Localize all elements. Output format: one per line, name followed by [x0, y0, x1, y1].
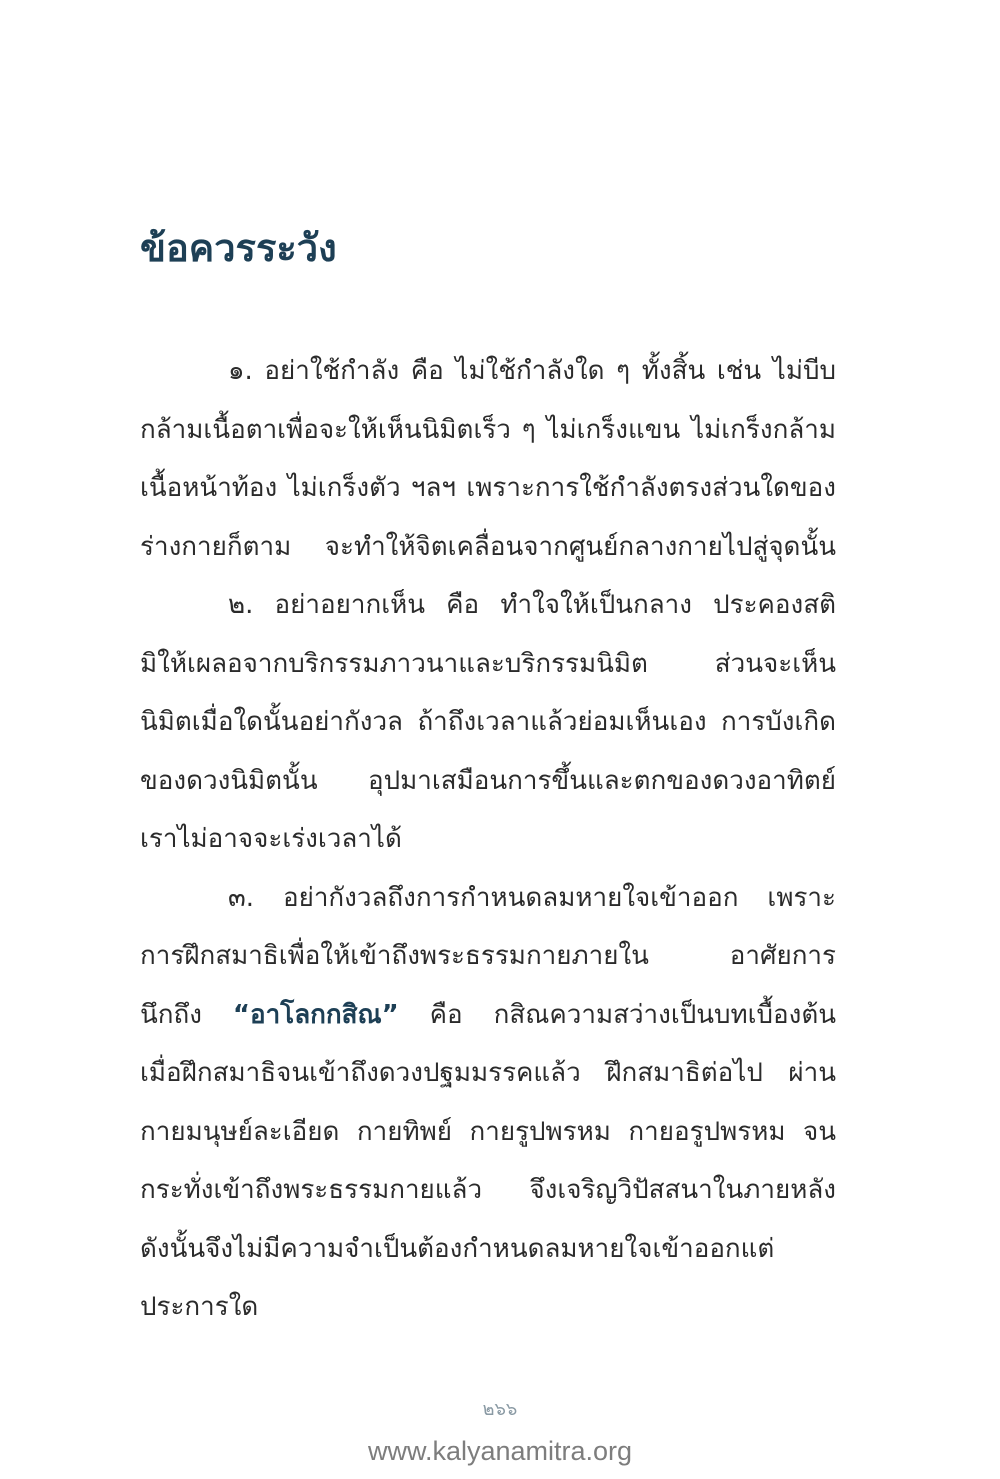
- text-line: ๑. อย่าใช้กำลัง คือ ไม่ใช้กำลังใด ๆ ทั้งสิ้น เช่น ไม่บีบ: [228, 356, 836, 386]
- text-line: นิมิตเมื่อใดนั้นอย่ากังวล ถ้าถึงเวลาแล้วย่อมเห็นเอง การบังเกิด: [140, 707, 836, 737]
- text-segment: คือ กสิณความสว่างเป็นบทเบื้องต้น: [429, 999, 836, 1030]
- highlighted-term: “อาโลกกสิณ”: [232, 999, 399, 1030]
- text-line: ร่างกายก็ตาม จะทำให้จิตเคลื่อนจากศูนย์กลางกายไปสู่จุดนั้น: [140, 531, 836, 562]
- text-line: มิให้เผลอจากบริกรรมภาวนาและบริกรรมนิมิต ส่วนจะเห็น: [140, 648, 836, 679]
- text-line: ๓. อย่ากังวลถึงการกำหนดลมหายใจเข้าออก เพราะ: [228, 882, 836, 913]
- body-text: [140, 342, 836, 1337]
- text-line: เนื้อหน้าท้อง ไม่เกร็งตัว ฯลฯ เพราะการใช้กำลังตรงส่วนใดของ: [140, 473, 836, 503]
- paragraph-3: [140, 869, 836, 1337]
- text-line: การฝึกสมาธิเพื่อให้เข้าถึงพระธรรมกายภายใน อาศัยการ: [140, 941, 836, 971]
- text-line: กายมนุษย์ละเอียด กายทิพย์ กายรูปพรหม กายอรูปพรหม จน: [140, 1116, 836, 1147]
- text-line: เราไม่อาจจะเร่งเวลาได้: [140, 824, 402, 854]
- text-line: เมื่อฝึกสมาธิจนเข้าถึงดวงปฐมมรรคแล้ว ฝึกสมาธิต่อไป ผ่าน: [140, 1058, 836, 1088]
- paragraph-1: [140, 342, 836, 576]
- paragraph-2: [140, 576, 836, 869]
- page-number: ๒๖๖: [482, 1399, 518, 1420]
- text-line: ๒. อย่าอยากเห็น คือ ทำใจให้เป็นกลาง ประคองสติ: [228, 590, 836, 620]
- text-line: ประการใด: [140, 1292, 259, 1322]
- text-line: กระทั่งเข้าถึงพระธรรมกายแล้ว จึงเจริญวิปัสสนาในภายหลัง: [140, 1175, 836, 1205]
- text-line: ของดวงนิมิตนั้น อุปมาเสมือนการขึ้นและตกของดวงอาทิตย์: [140, 765, 836, 796]
- website-url: www.kalyanamitra.org: [367, 1436, 633, 1466]
- text-segment: นึกถึง: [140, 999, 202, 1030]
- section-heading: ข้อควรระวัง: [140, 226, 337, 270]
- text-line: ดังนั้นจึงไม่มีความจำเป็นต้องกำหนดลมหายใจเข้าออกแต่: [140, 1233, 775, 1264]
- text-line: [140, 986, 836, 1045]
- text-line: กล้ามเนื้อตาเพื่อจะให้เห็นนิมิตเร็ว ๆ ไม่เกร็งแขน ไม่เกร็งกล้าม: [140, 414, 836, 445]
